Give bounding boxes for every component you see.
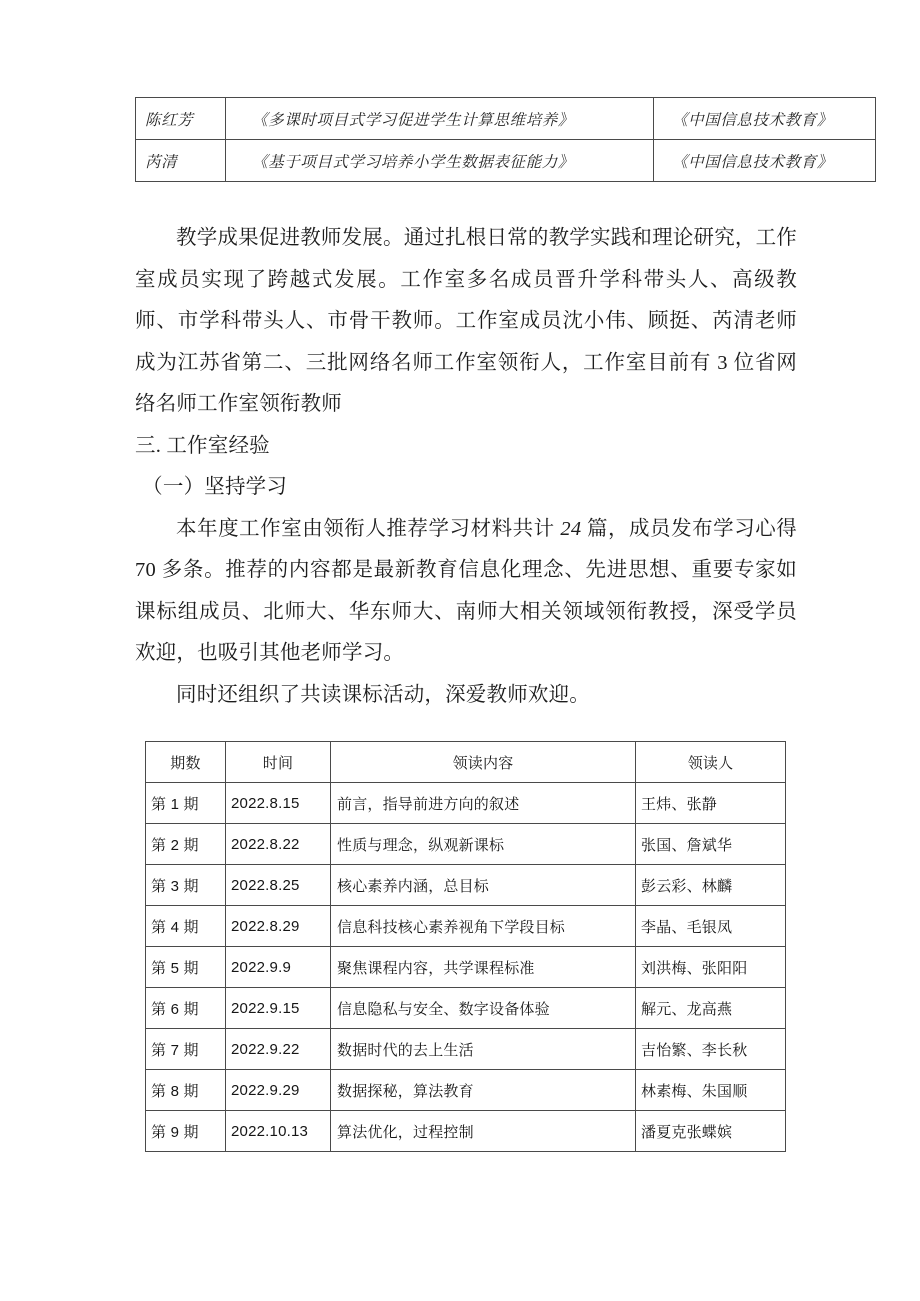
publications-table-container bbox=[135, 97, 834, 182]
schedule-content: 前言，指导前进方向的叙述 bbox=[331, 783, 636, 824]
publication-title: 《基于项目式学习培养小学生数据表征能力》 bbox=[226, 140, 654, 182]
table-row bbox=[146, 947, 786, 988]
material-count-value: 24 bbox=[560, 517, 582, 540]
table-header-row bbox=[146, 742, 786, 783]
table-row bbox=[146, 865, 786, 906]
schedule-issue: 第 8 期 bbox=[146, 1070, 226, 1111]
publication-author: 芮清 bbox=[136, 140, 226, 182]
schedule-leader: 刘洪梅、张阳阳 bbox=[636, 947, 786, 988]
schedule-date: 2022.9.15 bbox=[226, 988, 331, 1029]
schedule-issue: 第 3 期 bbox=[146, 865, 226, 906]
section-heading-three: 三. 工作室经验 bbox=[135, 434, 270, 457]
schedule-issue: 第 2 期 bbox=[146, 824, 226, 865]
schedule-leader: 吉怡繁、李长秋 bbox=[636, 1029, 786, 1070]
paragraph-reading-activity: 同时还组织了共读课标活动，深爱教师欢迎。 bbox=[176, 683, 590, 706]
schedule-content: 信息隐私与安全、数字设备体验 bbox=[331, 988, 636, 1029]
column-header-content: 领读内容 bbox=[331, 742, 636, 783]
table-row bbox=[146, 783, 786, 824]
schedule-issue: 第 4 期 bbox=[146, 906, 226, 947]
table-row bbox=[136, 140, 876, 182]
schedule-issue: 第 7 期 bbox=[146, 1029, 226, 1070]
schedule-date: 2022.8.15 bbox=[226, 783, 331, 824]
schedule-issue: 第 1 期 bbox=[146, 783, 226, 824]
reading-schedule-body bbox=[146, 783, 786, 1152]
schedule-content: 聚焦课程内容，共学课程标准 bbox=[331, 947, 636, 988]
publications-table bbox=[135, 97, 876, 182]
table-row bbox=[146, 988, 786, 1029]
table-row bbox=[146, 1029, 786, 1070]
table-row bbox=[136, 98, 876, 140]
publication-author: 陈红芳 bbox=[136, 98, 226, 140]
column-header-issue: 期数 bbox=[146, 742, 226, 783]
table-row bbox=[146, 824, 786, 865]
column-header-date: 时间 bbox=[226, 742, 331, 783]
paragraph-text-lead: 本年度工作室由领衔人推荐学习材料共计 bbox=[176, 517, 561, 540]
reading-schedule-container bbox=[145, 741, 785, 1152]
schedule-date: 2022.8.29 bbox=[226, 906, 331, 947]
table-row bbox=[146, 1070, 786, 1111]
schedule-leader: 林素梅、朱国顺 bbox=[636, 1070, 786, 1111]
schedule-date: 2022.9.9 bbox=[226, 947, 331, 988]
publication-title: 《多课时项目式学习促进学生计算思维培养》 bbox=[226, 98, 654, 140]
reading-schedule-table bbox=[145, 741, 786, 1152]
schedule-leader: 王炜、张静 bbox=[636, 783, 786, 824]
schedule-date: 2022.8.22 bbox=[226, 824, 331, 865]
schedule-issue: 第 5 期 bbox=[146, 947, 226, 988]
schedule-date: 2022.10.13 bbox=[226, 1111, 331, 1152]
table-row bbox=[146, 906, 786, 947]
schedule-leader: 张国、詹斌华 bbox=[636, 824, 786, 865]
column-header-leader: 领读人 bbox=[636, 742, 786, 783]
schedule-date: 2022.9.29 bbox=[226, 1070, 331, 1111]
schedule-content: 信息科技核心素养视角下学段目标 bbox=[331, 906, 636, 947]
schedule-content: 数据时代的去上生活 bbox=[331, 1029, 636, 1070]
table-row bbox=[146, 1111, 786, 1152]
schedule-content: 性质与理念，纵观新课标 bbox=[331, 824, 636, 865]
schedule-leader: 彭云彩、林麟 bbox=[636, 865, 786, 906]
schedule-content: 算法优化，过程控制 bbox=[331, 1111, 636, 1152]
schedule-issue: 第 6 期 bbox=[146, 988, 226, 1029]
schedule-issue: 第 9 期 bbox=[146, 1111, 226, 1152]
paragraph-learning-materials bbox=[135, 509, 797, 675]
subsection-heading-one: （一）坚持学习 bbox=[142, 476, 288, 498]
reading-schedule-head bbox=[146, 742, 786, 783]
paragraph-text-tail: 篇，成员发布学习心得 70 多条。推荐的内容都是最新教育信息化理念、先进思想、重要专家如课标组成员、北师大、华东师大、南师大相关领域领衔教授，深受学员欢迎，也吸引其他老师学习。 bbox=[135, 517, 797, 664]
schedule-content: 核心素养内涵，总目标 bbox=[331, 865, 636, 906]
schedule-leader: 潘夏克张蝶嫔 bbox=[636, 1111, 786, 1152]
publication-journal: 《中国信息技术教育》 bbox=[654, 140, 876, 182]
paragraph-teaching-achievements: 教学成果促进教师发展。通过扎根日常的教学实践和理论研究，工作室成员实现了跨越式发展。工作室多名成员晋升学科带头人、高级教师、市学科带头人、市骨干教师。工作室成员沈小伟、顾挺、芮清老师成为江苏省第二、三批网络名师工作室领衔人，工作室目前有 3 位省网络名师工作室领衔教师 bbox=[135, 227, 797, 415]
schedule-leader: 解元、龙高燕 bbox=[636, 988, 786, 1029]
schedule-date: 2022.8.25 bbox=[226, 865, 331, 906]
schedule-leader: 李晶、毛银凤 bbox=[636, 906, 786, 947]
body-text-block bbox=[135, 218, 797, 716]
publication-journal: 《中国信息技术教育》 bbox=[654, 98, 876, 140]
publications-table-body bbox=[136, 98, 876, 182]
schedule-date: 2022.9.22 bbox=[226, 1029, 331, 1070]
schedule-content: 数据探秘，算法教育 bbox=[331, 1070, 636, 1111]
